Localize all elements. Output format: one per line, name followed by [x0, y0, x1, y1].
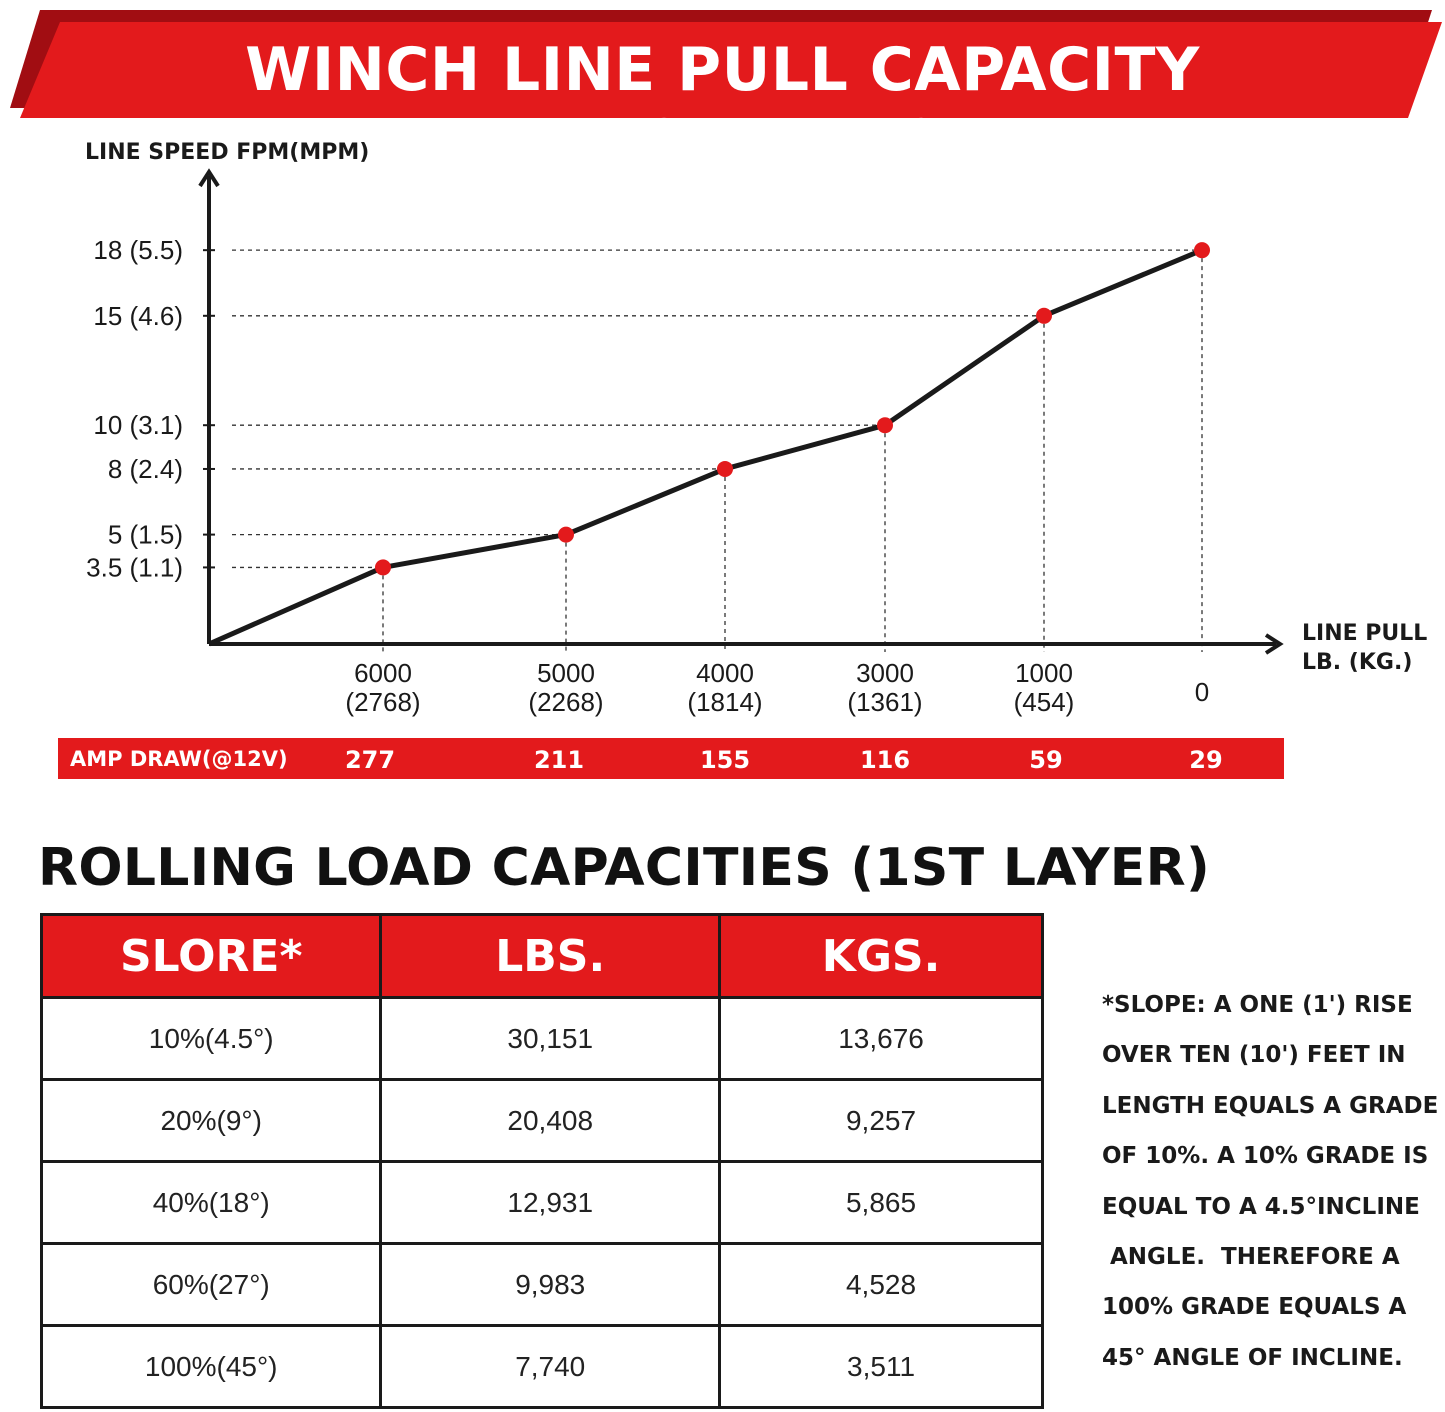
- amp-draw-value: 29: [1189, 746, 1223, 774]
- table-row: [42, 1244, 1043, 1326]
- data-point: [558, 527, 574, 543]
- amp-draw-value: 155: [699, 746, 751, 774]
- amp-draw-value: 59: [1029, 746, 1063, 774]
- table-row: [42, 998, 1043, 1080]
- y-tick-label: 10 (3.1): [93, 410, 183, 441]
- table-row: [42, 1326, 1043, 1408]
- lbs-cell: 20,408: [381, 1080, 720, 1162]
- table-row: [42, 1162, 1043, 1244]
- note-line: 100% GRADE EQUALS A: [1102, 1294, 1407, 1321]
- amp-draw-value: 211: [533, 746, 585, 774]
- series-line: [209, 250, 1202, 644]
- data-point: [1194, 242, 1210, 258]
- y-tick-label: 18 (5.5): [93, 235, 183, 266]
- slope-cell: 60%(27°): [42, 1244, 381, 1326]
- note-line: 45° ANGLE OF INCLINE.: [1102, 1344, 1403, 1371]
- x-tick-label: 6000: [354, 658, 412, 688]
- x-tick-label-kg: (454): [1013, 687, 1075, 717]
- header-slope: SLORE*: [42, 915, 381, 998]
- lbs-cell: 7,740: [381, 1326, 720, 1408]
- note-line: OF 10%. A 10% GRADE IS: [1102, 1143, 1429, 1170]
- slope-cell: 40%(18°): [42, 1162, 381, 1244]
- lbs-cell: 12,931: [381, 1162, 720, 1244]
- x-tick-label: 1000: [1015, 658, 1073, 688]
- data-point: [717, 461, 733, 477]
- slope-cell: 20%(9°): [42, 1080, 381, 1162]
- note-line: ANGLE. THEREFORE A: [1102, 1244, 1400, 1271]
- table-row: [42, 1080, 1043, 1162]
- slope-note: [1102, 980, 1442, 1383]
- note-line: OVER TEN (10') FEET IN: [1102, 1042, 1406, 1069]
- note-line: *SLOPE: A ONE (1') RISE: [1102, 992, 1413, 1018]
- amp-draw-value: 277: [344, 746, 396, 774]
- page-title: WINCH LINE PULL CAPACITY PERFORMANCE: [245, 35, 1200, 177]
- table-header-row: [42, 915, 1043, 998]
- kgs-cell: 5,865: [720, 1162, 1043, 1244]
- y-tick-label: 15 (4.6): [93, 300, 183, 331]
- table-title: ROLLING LOAD CAPACITIES (1ST LAYER): [38, 838, 1211, 898]
- lbs-cell: 9,983: [381, 1244, 720, 1326]
- note-line: LENGTH EQUALS A GRADE: [1102, 1092, 1439, 1119]
- kgs-cell: 3,511: [720, 1326, 1043, 1408]
- header-lbs: LBS.: [381, 915, 720, 998]
- kgs-cell: 9,257: [720, 1080, 1043, 1162]
- x-axis-title: LB. (KG.): [1302, 650, 1413, 675]
- y-tick-label: 8 (2.4): [107, 453, 183, 484]
- data-point: [877, 417, 893, 433]
- amp-draw-bar: [58, 738, 1284, 779]
- x-tick-label: 5000: [537, 658, 595, 688]
- x-tick-label: 4000: [696, 658, 754, 688]
- y-tick-label: 5 (1.5): [107, 519, 183, 550]
- x-tick-label-kg: (1361): [847, 687, 923, 717]
- kgs-cell: 13,676: [720, 998, 1043, 1080]
- x-tick-label: 3000: [856, 658, 914, 688]
- rolling-load-table: [40, 913, 1044, 1409]
- note-line: EQUAL TO A 4.5°INCLINE: [1102, 1193, 1420, 1220]
- y-tick-label: 3.5 (1.1): [86, 552, 183, 583]
- x-tick-label-kg: (2268): [528, 687, 604, 717]
- x-tick-label: 0: [1194, 677, 1210, 707]
- x-tick-label-kg: (1814): [687, 687, 763, 717]
- slope-cell: 10%(4.5°): [42, 998, 381, 1080]
- x-tick-label-kg: (2768): [345, 687, 421, 717]
- header-kgs: KGS.: [720, 915, 1043, 998]
- x-axis-title: LINE PULL: [1302, 621, 1428, 646]
- amp-draw-value: 116: [859, 746, 911, 774]
- data-point: [375, 559, 391, 575]
- kgs-cell: 4,528: [720, 1244, 1043, 1326]
- slope-cell: 100%(45°): [42, 1326, 381, 1408]
- amp-draw-label: AMP DRAW(@12V): [70, 747, 288, 771]
- lbs-cell: 30,151: [381, 998, 720, 1080]
- y-axis-title: LINE SPEED FPM(MPM): [85, 140, 370, 165]
- data-point: [1036, 308, 1052, 324]
